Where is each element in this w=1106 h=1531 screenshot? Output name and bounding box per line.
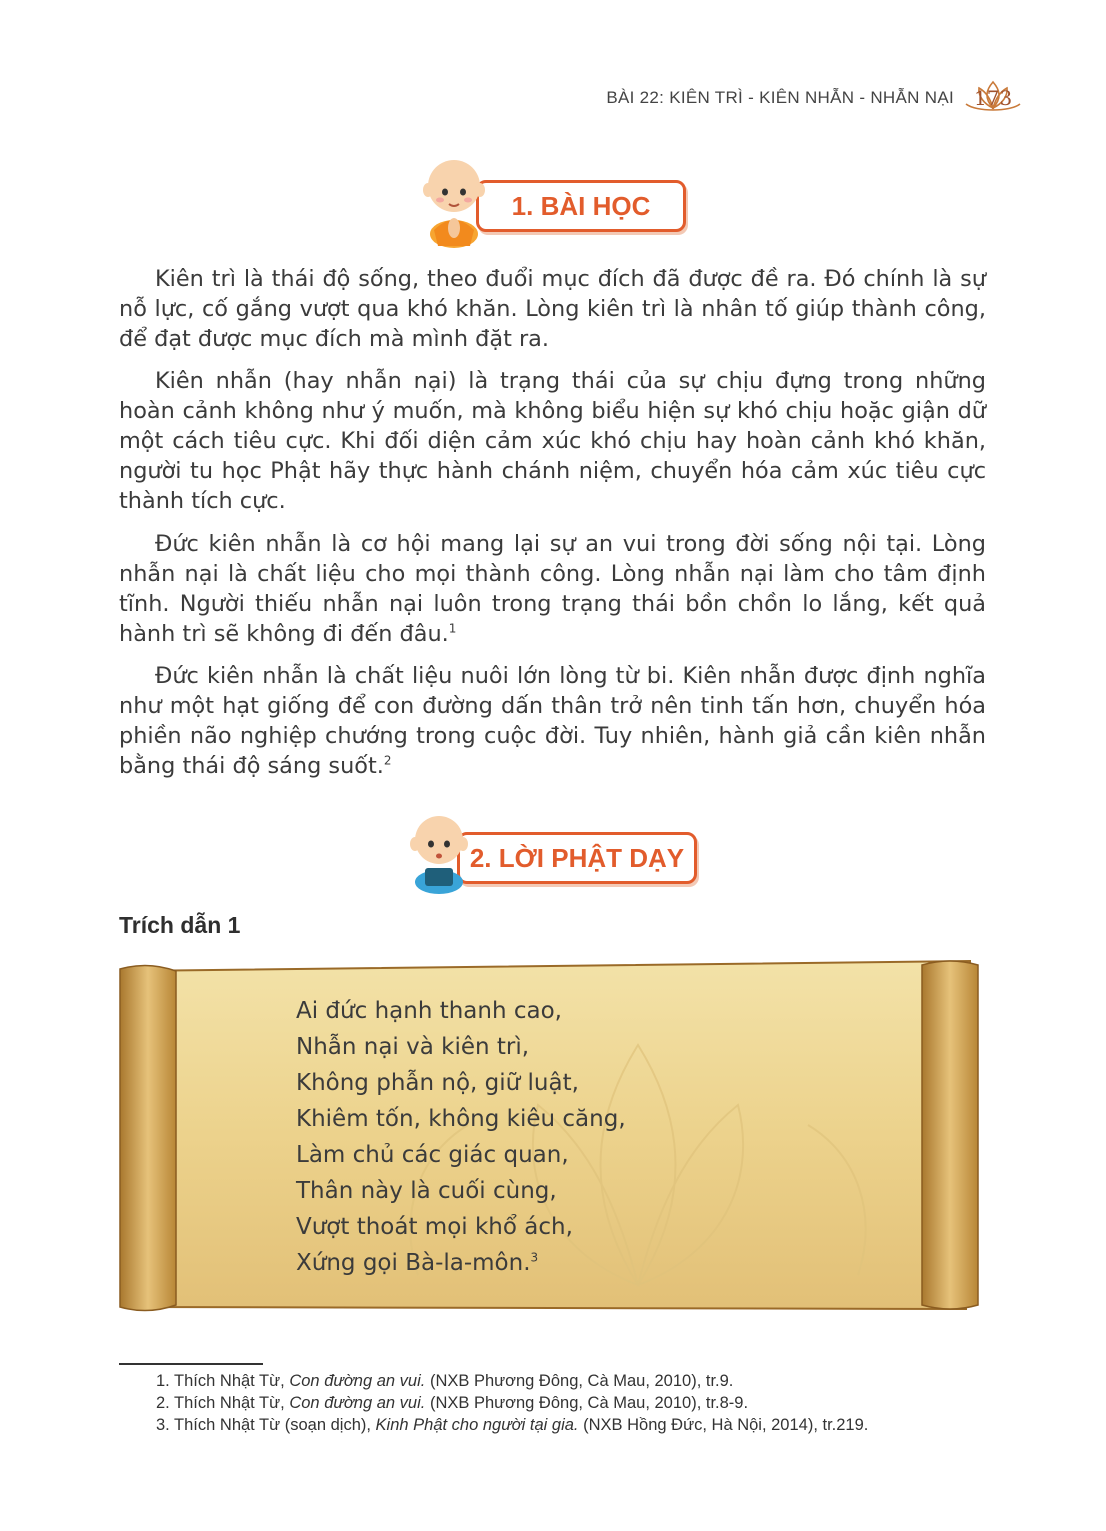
footnote-1: 1. Thích Nhật Từ, Con đường an vui. (NXB Phương Đông, Cà Mau, 2010), tr.9. bbox=[156, 1372, 734, 1390]
footnote-2: 2. Thích Nhật Từ, Con đường an vui. (NXB Phương Đông, Cà Mau, 2010), tr.8-9. bbox=[156, 1394, 749, 1412]
paragraph-text: Đức kiên nhẫn là chất liệu nuôi lớn lòng từ bi. Kiên nhẫn được định nghĩa như một hạt giống để con đường dấn thân trở nên tinh tấn hơn, chuyển hóa phiền não nghiệp chướng trong cuộc đời. Tuy nhiên, hành giả cần kiên nhẫn bằng thái độ sáng suốt. bbox=[119, 663, 986, 779]
footnote-3: 3. Thích Nhật Từ (soạn dịch), Kinh Phật cho người tại gia. (NXB Hồng Đức, Hà Nội, 2014), tr.219. bbox=[156, 1416, 869, 1434]
poem-line: Vượt thoát mọi khổ ách, bbox=[296, 1214, 573, 1240]
paragraph-1 bbox=[119, 264, 986, 354]
quote-label: Trích dẫn 1 bbox=[119, 912, 241, 938]
section-bai-hoc-badge bbox=[420, 150, 686, 232]
monk-praying-icon bbox=[420, 150, 490, 250]
monk-reading-icon bbox=[405, 808, 475, 896]
paragraph-text: Đức kiên nhẫn là cơ hội mang lại sự an vui trong đời sống nội tại. Lòng nhẫn nại là chất liệu cho mọi thành công. Lòng nhẫn nại làm cho tâm định tĩnh. Người thiếu nhẫn nại luôn trong trạng thái bồn chồn lo lắng, kết quả hành trì sẽ không đi đến đâu. bbox=[119, 531, 986, 647]
poem-line: Xứng gọi Bà-la-môn. bbox=[296, 1250, 531, 1276]
footnotes bbox=[156, 1370, 868, 1436]
poem-line: Nhẫn nại và kiên trì, bbox=[296, 1034, 530, 1060]
poem-line: Làm chủ các giác quan, bbox=[296, 1142, 569, 1168]
footnote-mark[interactable]: 2 bbox=[383, 753, 392, 768]
poem-line: Thân này là cuối cùng, bbox=[296, 1178, 557, 1204]
chapter-title: BÀI 22: KIÊN TRÌ - KIÊN NHẪN - NHẪN NẠI bbox=[606, 88, 954, 107]
poem-line: Không phẫn nộ, giữ luật, bbox=[296, 1070, 579, 1096]
paragraph-2 bbox=[119, 366, 986, 516]
poem bbox=[296, 993, 626, 1281]
section-loi-phat-day-badge bbox=[405, 808, 697, 884]
footnote-mark[interactable]: 1 bbox=[448, 621, 457, 636]
page-number: 173 bbox=[974, 86, 1013, 110]
poem-line: Ai đức hạnh thanh cao, bbox=[296, 998, 562, 1024]
footnote-mark[interactable]: 3 bbox=[530, 1250, 539, 1265]
section-title-bai-hoc bbox=[476, 180, 686, 232]
poem-line: Khiêm tốn, không kiêu căng, bbox=[296, 1106, 626, 1132]
lotus-page-ornament bbox=[962, 80, 1024, 116]
footnote-divider bbox=[119, 1363, 263, 1365]
poem-line-last bbox=[296, 1245, 626, 1281]
paragraph-text: Kiên nhẫn (hay nhẫn nại) là trạng thái của sự chịu đựng trong những hoàn cảnh không như ý muốn, mà không biểu hiện sự khó chịu hoặc giận dữ một cách tiêu cực. Khi đối diện cảm xúc khó chịu hay hoàn cảnh khó khăn, người tu học Phật hãy thực hành chánh niệm, chuyển hóa cảm xúc tiêu cực thành tích cực. bbox=[119, 368, 986, 514]
section-label: 2. LỜI PHẬT DẠY bbox=[469, 842, 685, 873]
section-label: 1. BÀI HỌC bbox=[511, 190, 651, 221]
paragraph-3 bbox=[119, 529, 986, 649]
paragraph-4 bbox=[119, 661, 986, 781]
section-title-loi-phat-day bbox=[457, 832, 697, 884]
page-header bbox=[606, 80, 1024, 116]
paragraph-text: Kiên trì là thái độ sống, theo đuổi mục đích đã được đề ra. Đó chính là sự nỗ lực, cố gắng vượt qua khó khăn. Lòng kiên trì là nhân tố giúp thành công, để đạt được mục đích mà mình đặt ra. bbox=[119, 266, 986, 352]
